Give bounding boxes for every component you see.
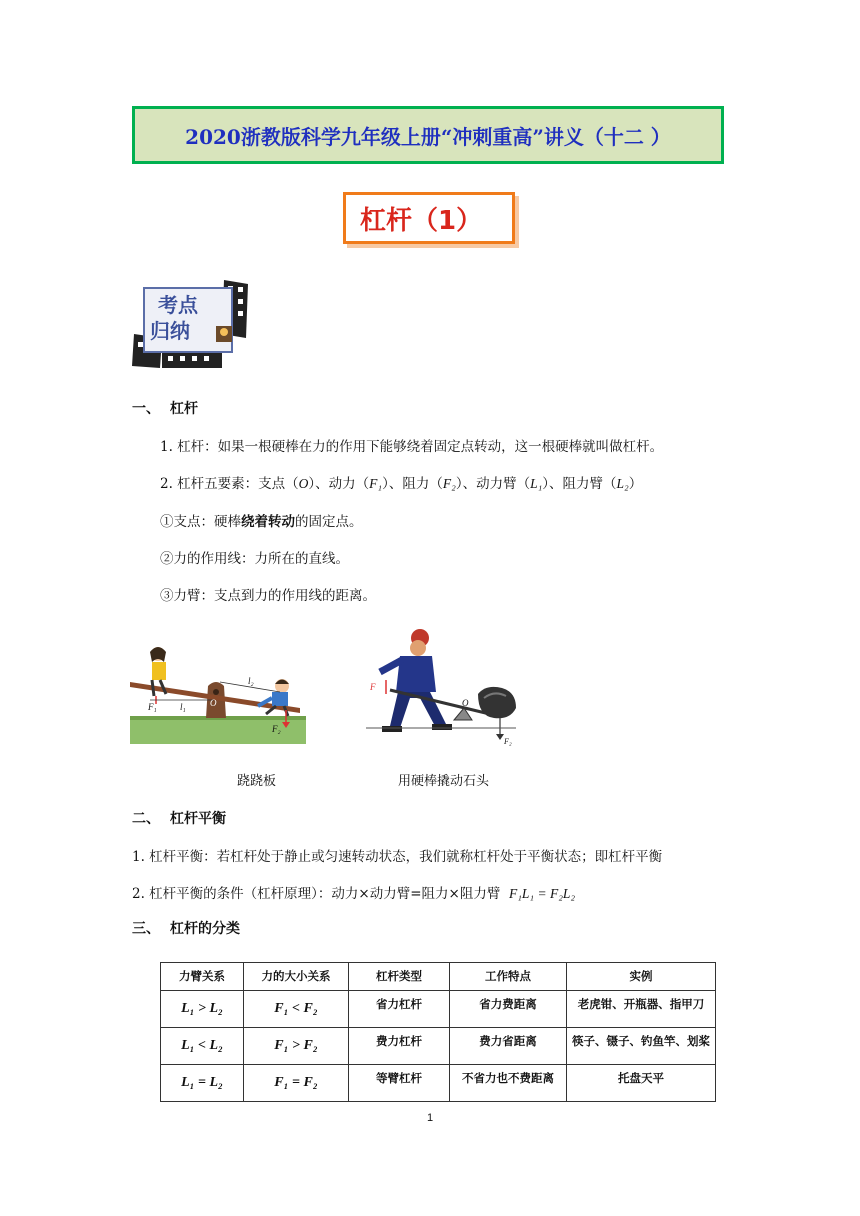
- seesaw-caption: 跷跷板: [237, 774, 277, 789]
- symbol-l2: L₂: [616, 476, 629, 491]
- section-number: 二、: [132, 811, 160, 827]
- table-header-cell: 力臂关系: [161, 963, 244, 991]
- text-part: ）、动力臂（: [455, 476, 531, 492]
- text-part: ）、阻力臂（: [542, 476, 617, 492]
- section-heading-3: [132, 918, 240, 938]
- badge-text-1: 考点: [158, 293, 198, 317]
- stone-label-o: O: [462, 698, 469, 708]
- table-row: [161, 1065, 716, 1102]
- lever-five-elements: [160, 472, 642, 492]
- stone-lever-illustration: [366, 628, 526, 746]
- lever-formula: F₁L₁ = F₂L₂: [508, 886, 576, 901]
- table-header-cell: 实例: [567, 963, 716, 991]
- line-of-action-definition: ②力的作用线：力所在的直线。: [160, 551, 349, 567]
- stone-label-f2: F₂: [504, 737, 512, 746]
- table-header-cell: 力的大小关系: [244, 963, 349, 991]
- table-cell: 费力杠杆: [349, 1028, 450, 1065]
- table-cell: F₁ < F₂: [244, 991, 349, 1028]
- document-title: 2020浙教版科学九年级上册“冲刺重高”讲义（十二 ）: [185, 124, 671, 149]
- fulcrum-text-bold: 绕着转动: [241, 514, 295, 530]
- table-cell: L₁ > L₂: [161, 991, 244, 1028]
- section-heading-1: [132, 398, 198, 418]
- symbol-o: O: [298, 476, 309, 491]
- section-title: 杠杆的分类: [170, 921, 240, 937]
- table-cell: 费力省距离: [450, 1028, 567, 1065]
- table-cell: 省力杠杆: [349, 991, 450, 1028]
- lesson-title: 杠杆（1）: [360, 205, 483, 236]
- section-number: 一、: [132, 401, 160, 417]
- table-row: [161, 991, 716, 1028]
- table-cell: 筷子、镊子、钓鱼竿、划桨: [567, 1028, 716, 1065]
- seesaw-label-o: O: [210, 698, 217, 708]
- table-cell: 老虎钳、开瓶器、指甲刀: [567, 991, 716, 1028]
- fulcrum-definition: [160, 510, 363, 530]
- text-part: ）: [628, 476, 643, 492]
- table-header-cell: 工作特点: [450, 963, 567, 991]
- table-cell: 省力费距离: [450, 991, 567, 1028]
- table-cell: 托盘天平: [567, 1065, 716, 1102]
- table-header-cell: 杠杆类型: [349, 963, 450, 991]
- equilibrium-definition: 1. 杠杆平衡：若杠杆处于静止或匀速转动状态，我们就称杠杆处于平衡状态；即杠杆平衡: [132, 849, 663, 865]
- fulcrum-text-a: ①支点：硬棒: [160, 514, 241, 530]
- table-row: [161, 1028, 716, 1065]
- section-number: 三、: [132, 921, 160, 937]
- film-strip-badge-icon: [132, 278, 250, 370]
- table-header-row: [161, 963, 716, 991]
- table-cell: 等臂杠杆: [349, 1065, 450, 1102]
- seesaw-label-l1: l₁: [180, 702, 186, 712]
- section-title: 杠杆平衡: [170, 811, 226, 827]
- text-part: ）、阻力（: [382, 476, 443, 492]
- elements-prefix: 2. 杠杆五要素：支点（: [160, 476, 299, 492]
- section-heading-2: [132, 808, 226, 828]
- stone-caption: 用硬棒撬动石头: [398, 774, 490, 789]
- table-cell: L₁ = L₂: [161, 1065, 244, 1102]
- symbol-f2: F₂: [442, 476, 456, 491]
- stone-label-f: F: [370, 682, 376, 692]
- seesaw-label-f1: F₁: [148, 702, 157, 712]
- badge-text-2: 归纳: [150, 319, 190, 343]
- lesson-title-box: [343, 192, 515, 244]
- symbol-l1: L₁: [530, 476, 543, 491]
- seesaw-figure: [130, 640, 306, 744]
- page-number: 1: [426, 1112, 434, 1124]
- seesaw-illustration: [130, 640, 306, 744]
- table-cell: 不省力也不费距离: [450, 1065, 567, 1102]
- symbol-f1: F₁: [369, 476, 383, 491]
- lever-definition: 1. 杠杆：如果一根硬棒在力的作用下能够绕着固定点转动，这一根硬棒就叫做杠杆。: [160, 439, 664, 455]
- equilibrium-condition: [132, 882, 575, 902]
- table-cell: F₁ > F₂: [244, 1028, 349, 1065]
- table-cell: F₁ = F₂: [244, 1065, 349, 1102]
- document-title-box: [132, 106, 724, 164]
- text-part: ）、动力（: [308, 476, 370, 492]
- key-points-badge: [132, 278, 250, 370]
- seesaw-label-l2: l₂: [248, 676, 254, 686]
- section-title: 杠杆: [170, 401, 198, 417]
- seesaw-label-f2: F₂: [272, 724, 281, 734]
- condition-text: 2. 杠杆平衡的条件（杠杆原理）：动力×动力臂=阻力×阻力臂: [132, 886, 501, 902]
- arm-definition: ③力臂：支点到力的作用线的距离。: [160, 588, 376, 604]
- lever-classification-table: [160, 962, 716, 1102]
- fulcrum-text-c: 的固定点。: [295, 514, 363, 530]
- stone-lever-figure: [366, 628, 526, 746]
- table-cell: L₁ < L₂: [161, 1028, 244, 1065]
